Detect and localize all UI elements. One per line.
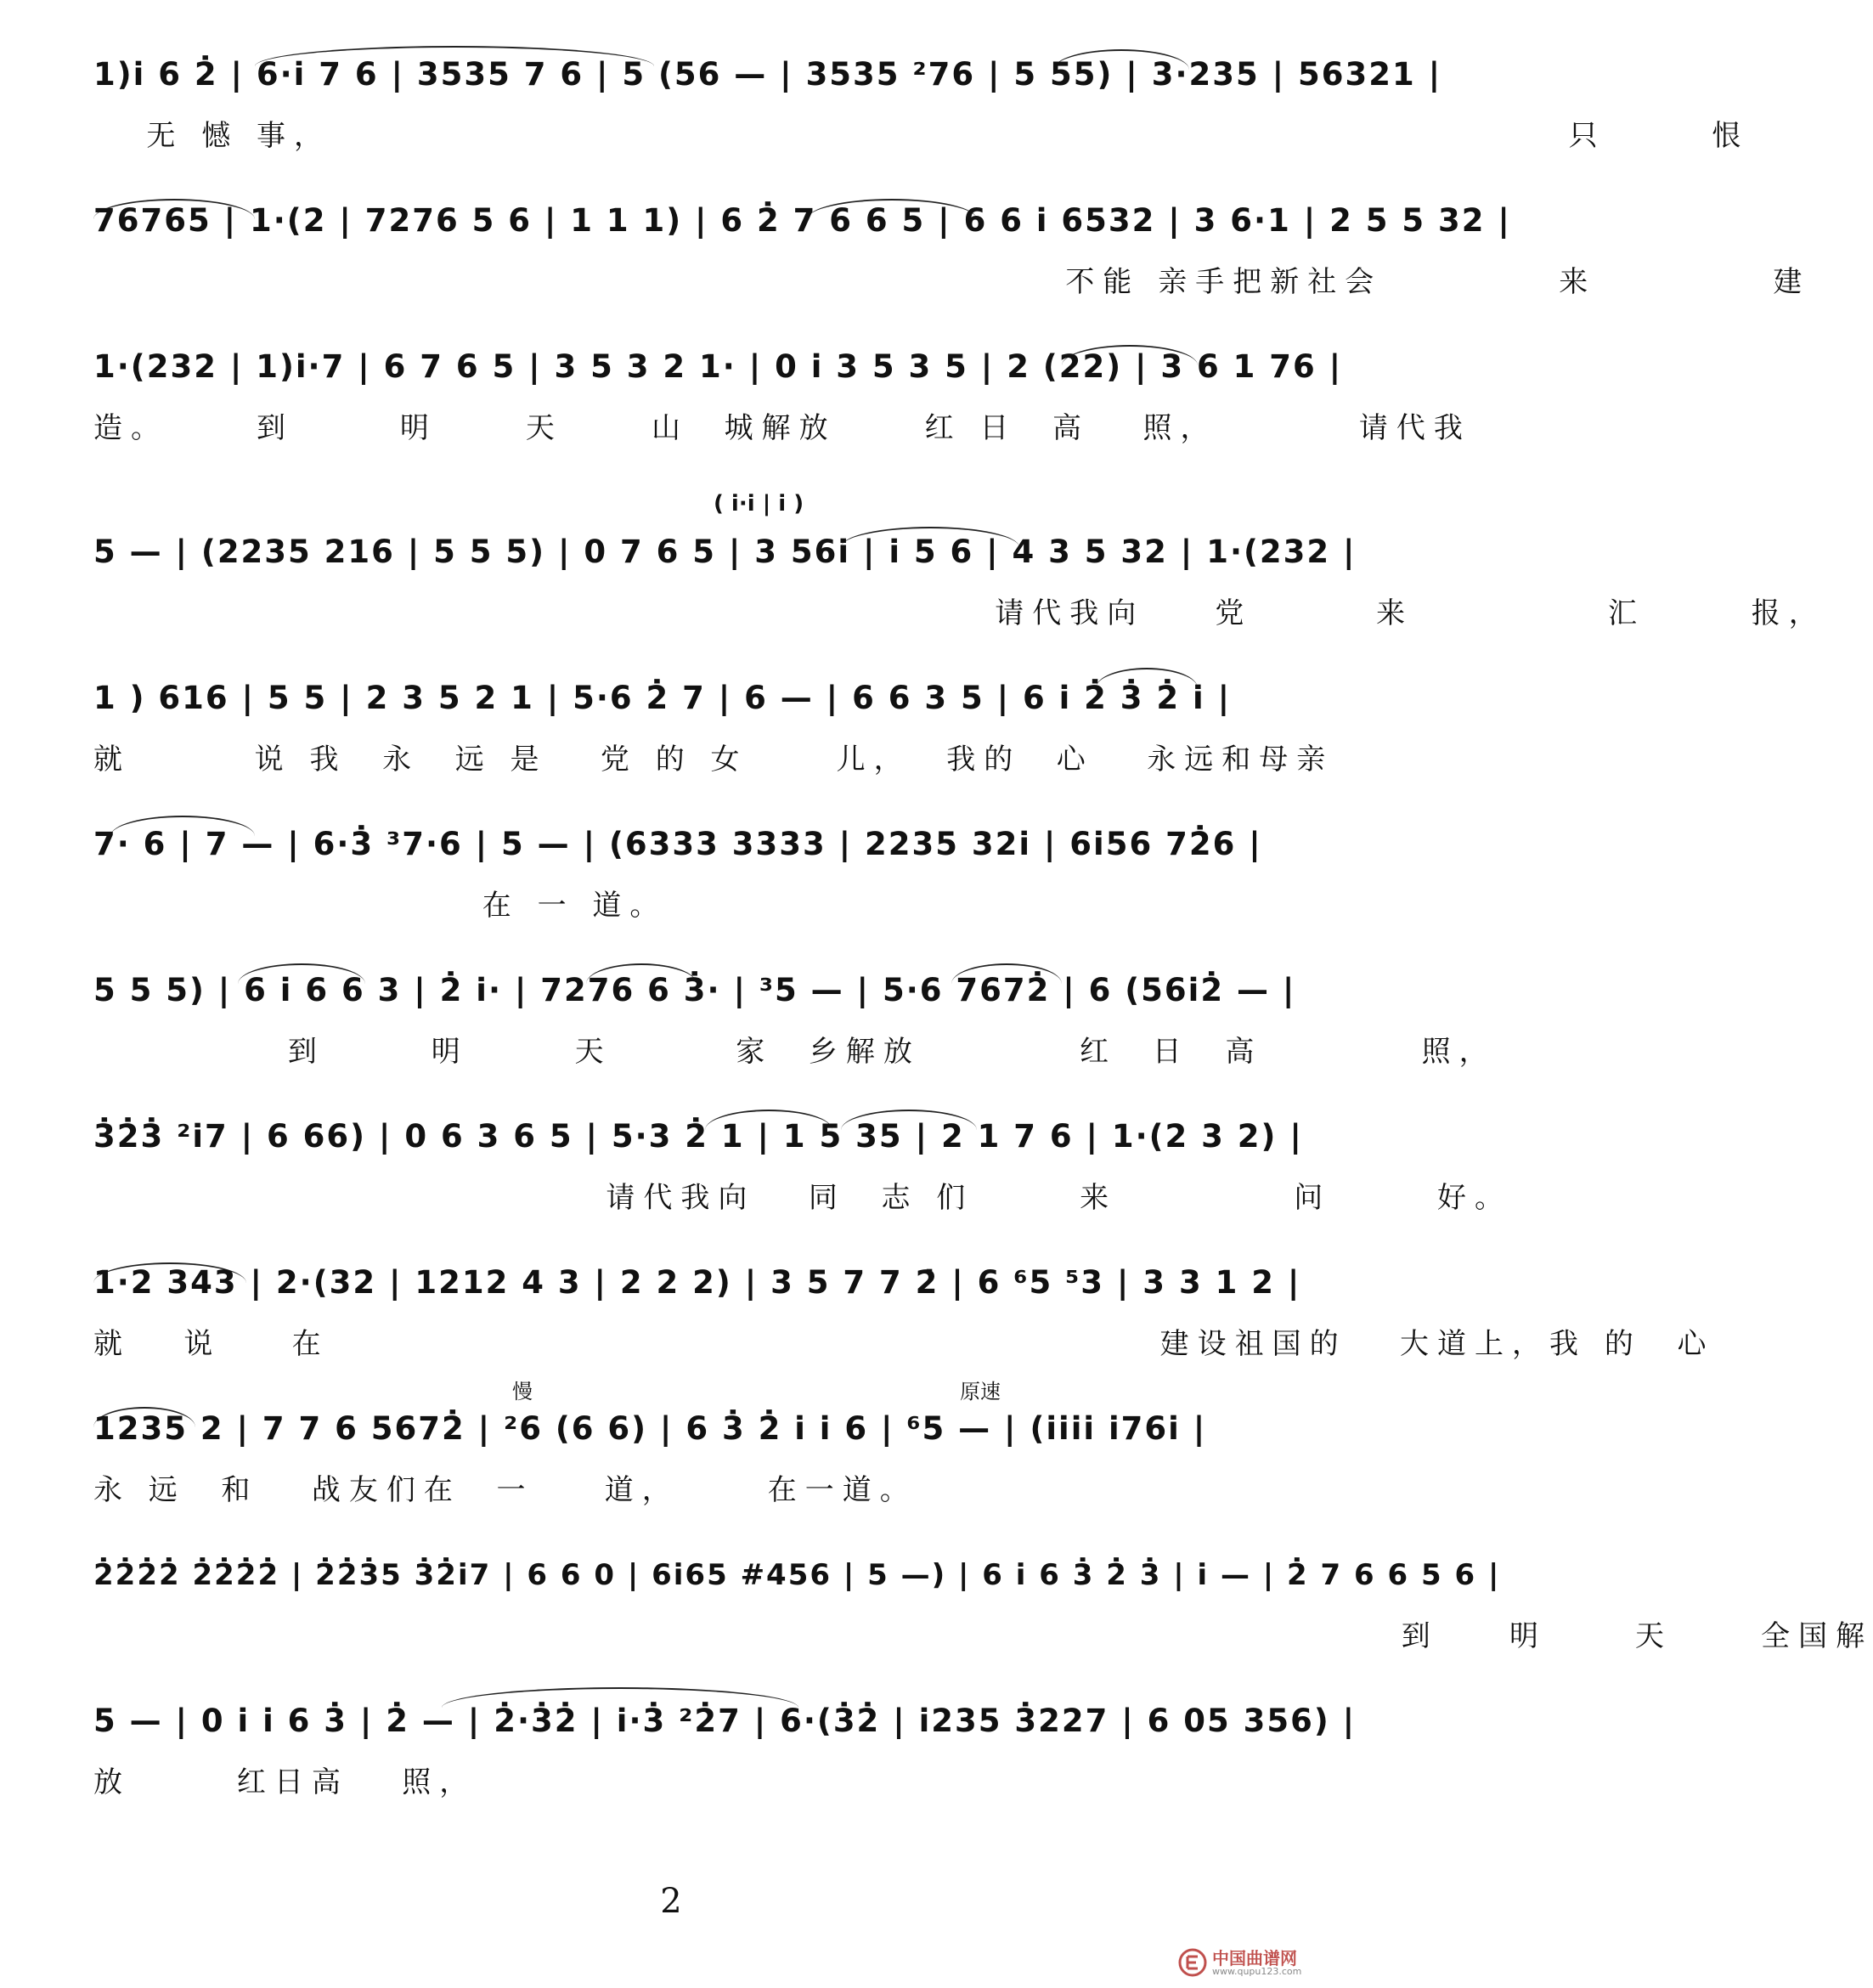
score-system-6	[93, 810, 1262, 955]
notation-line: 1 ) 616 | 5 5 | 2 3 5 2 1 | 5·6 2̇ 7 | 6 — | 6 6 3 5 | 6 i̇ 2̇ 3̇ 2̇ i̇ |	[93, 680, 1232, 716]
lyrics-line: 不能 亲手把新社会 来 建	[93, 265, 1811, 299]
notation-line: 5 — | (2235 216 | 5 5 5) | 0 7 6 5 | 3 56i̇ | i̇ 5 6 | 4 3 5 32 | 1·(232 |	[93, 534, 1357, 570]
lyrics-line: 请代我向 同 志 们 来 问 好。	[93, 1181, 1513, 1215]
lyrics-line: 在 一 道。	[93, 889, 668, 923]
score-system-7	[93, 957, 1497, 1101]
lyrics-line: 到 明 天 家 乡解放 红 日 高 照，	[93, 1035, 1497, 1069]
score-system-5	[93, 664, 1334, 809]
notation-line: 3̇2̇3̇ ²i̇7 | 6 66) | 0 6 3 6 5 | 5·3 2̇ 1 | 1 5 35 | 2 1 7 6 | 1·(2 3 2) |	[93, 1118, 1303, 1155]
score-system-9	[93, 1249, 1715, 1393]
notation-line: 1·(232 | 1)i̇·7 | 6 7 6 5 | 3 5 3 2 1· | 0 i̇ 3 5 3 5 | 2 (22) | 3 6 1 76 |	[93, 348, 1343, 385]
watermark-url: www.qupu123.com	[1212, 1965, 1302, 1977]
site-watermark	[1178, 1944, 1327, 1981]
tempo-original: 原速	[960, 1380, 1001, 1403]
notation-line: 1·2 343 | 2·(32 | 1212 4 3 | 2 2 2) | 3 5 7 7 2̇ | 6 ⁶5 ⁵3 | 3 3 1 2 |	[93, 1264, 1301, 1301]
page-number: 2	[660, 1882, 682, 1921]
watermark-title: 中国曲谱网	[1212, 1947, 1297, 1968]
lyrics-line: 造。 到 明 天 山 城解放 红 日 高 照， 请代我	[93, 411, 1471, 445]
score-system-8	[93, 1103, 1513, 1247]
alternate-notation: ( i̇·i̇ | i̇ )	[714, 491, 804, 517]
notation-line: 2̇2̇2̇2̇ 2̇2̇2̇2̇ | 2̇2̇3̇5 3̇2̇i̇7 | 6 6 0 | 6i̇65 #456 | 5 —) | 6 i̇ 6 3̇ 2̇ 3̇ | i̇ — | 2̇ 7 6 6 5 6 |	[93, 1558, 1501, 1592]
lyrics-line: 到 明 天 全国解	[93, 1619, 1873, 1653]
score-system-2	[93, 187, 1811, 331]
notation-line: 1)i̇ 6 2̇ | 6·i̇ 7 6 | 3535 7 6 | 5 (56 — | 3535 ²76 | 5 55) | 3·235 | 56321 |	[93, 56, 1442, 93]
lyrics-line: 无 憾 事， 只 恨	[93, 119, 1750, 153]
score-system-3	[93, 333, 1471, 477]
score-system-1	[93, 41, 1750, 185]
tempo-slow: 慢	[512, 1380, 533, 1403]
score-system-10	[93, 1380, 1207, 1539]
lyrics-line: 请代我向 党 来 汇 报，	[93, 596, 1826, 630]
notation-line: 1235 2 | 7 7 6 5672̇ | ²6 (6 6) | 6 3̇ 2̇ i̇ i̇ 6 | ⁶5 — | (i̇i̇i̇i̇ i̇76i̇ |	[93, 1410, 1207, 1447]
lyrics-line: 就 说 在 建设祖国的 大道上，我 的 心	[93, 1327, 1715, 1361]
notation-line: 76765 | 1·(2 | 7276 5 6 | 1 1 1) | 6 2̇ 7 6 6 5 | 6 6 i̇ 6532 | 3 6·1 | 2 5 5 32 |	[93, 202, 1511, 239]
lyrics-line: 永 远 和 战友们在 一 道， 在一道。	[93, 1473, 917, 1507]
notation-line: 5 5 5) | 6 i̇ 6 6 3 | 2̇ i̇· | 7276 6 3̇· | ³5 — | 5·6 7672̇ | 6 (56i̇2̇ — |	[93, 972, 1296, 1008]
notation-line: 5 — | 0 i̇ i̇ 6 3̇ | 2̇ — | 2̇·3̇2̇ | i̇·3̇ ²2̇7 | 6·(3̇2̇ | i̇235 3̇227 | 6 05 356) |	[93, 1703, 1357, 1739]
lyrics-line: 就 说 我 永 远 是 党 的 女 儿， 我的 心 永远和母亲	[93, 743, 1334, 777]
score-system-12	[93, 1687, 1357, 1832]
notation-line: 7· 6 | 7 — | 6·3̇ ³7·6 | 5 — | (6333 3333 | 2235 32i̇ | 6i̇56 72̇6 |	[93, 826, 1262, 862]
score-system-11	[93, 1541, 1873, 1686]
lyrics-line: 放 红日高 照，	[93, 1765, 477, 1799]
site-logo-icon	[1178, 1948, 1207, 1977]
score-system-4	[93, 518, 1826, 663]
